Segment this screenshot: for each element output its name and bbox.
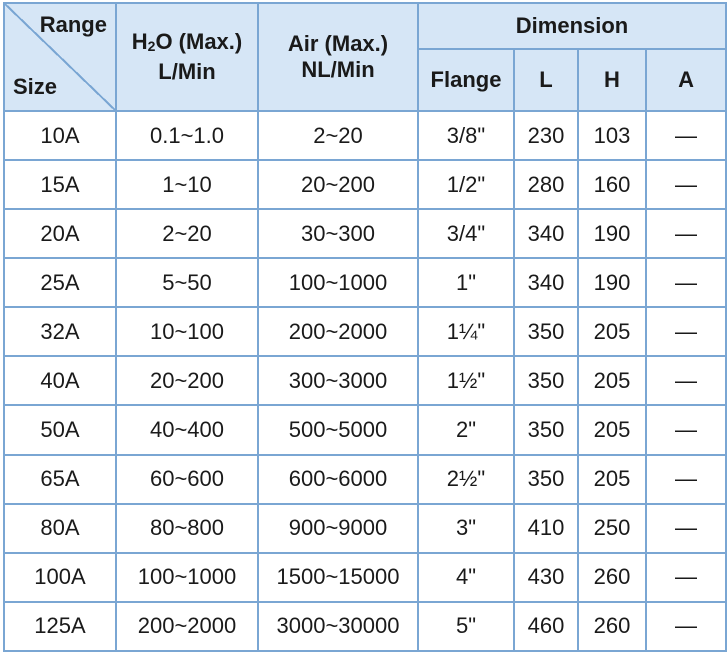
- cell-size: 25A: [4, 258, 116, 307]
- cell-l: 410: [514, 504, 578, 553]
- cell-air: 30~300: [258, 209, 418, 258]
- cell-air: 1500~15000: [258, 553, 418, 602]
- cell-l: 230: [514, 111, 578, 160]
- cell-l: 350: [514, 455, 578, 504]
- table-row: [4, 111, 726, 160]
- cell-air: 500~5000: [258, 405, 418, 454]
- table-row: [4, 209, 726, 258]
- range-size-header-cell: [4, 3, 116, 111]
- cell-l: 350: [514, 405, 578, 454]
- h2o-header-line1: [117, 29, 257, 59]
- cell-l: 340: [514, 258, 578, 307]
- range-label: Range: [39, 12, 107, 37]
- cell-l: 340: [514, 209, 578, 258]
- h2o-prefix: H: [131, 29, 148, 54]
- cell-h: 190: [578, 258, 646, 307]
- cell-flange: 3": [418, 504, 514, 553]
- cell-flange: 1/2": [418, 160, 514, 209]
- cell-flange: 3/4": [418, 209, 514, 258]
- cell-a: —: [646, 504, 726, 553]
- cell-flange: 1¼": [418, 307, 514, 356]
- cell-a: —: [646, 209, 726, 258]
- cell-air: 900~9000: [258, 504, 418, 553]
- cell-h: 190: [578, 209, 646, 258]
- spec-table: [3, 2, 727, 652]
- cell-size: 65A: [4, 455, 116, 504]
- cell-h2o: 5~50: [116, 258, 258, 307]
- cell-h2o: 40~400: [116, 405, 258, 454]
- table-row: [4, 602, 726, 651]
- cell-air: 2~20: [258, 111, 418, 160]
- cell-l: 460: [514, 602, 578, 651]
- cell-h2o: 60~600: [116, 455, 258, 504]
- cell-l: 430: [514, 553, 578, 602]
- cell-h: 205: [578, 307, 646, 356]
- cell-h2o: 0.1~1.0: [116, 111, 258, 160]
- table-header: [4, 3, 726, 111]
- a-header: A: [646, 49, 726, 111]
- cell-air: 20~200: [258, 160, 418, 209]
- cell-h: 160: [578, 160, 646, 209]
- table-row: [4, 307, 726, 356]
- cell-a: —: [646, 455, 726, 504]
- l-header: L: [514, 49, 578, 111]
- cell-l: 350: [514, 307, 578, 356]
- cell-size: 40A: [4, 356, 116, 405]
- cell-size: 20A: [4, 209, 116, 258]
- cell-air: 600~6000: [258, 455, 418, 504]
- cell-h2o: 80~800: [116, 504, 258, 553]
- cell-size: 50A: [4, 405, 116, 454]
- cell-h: 205: [578, 455, 646, 504]
- table-body: [4, 111, 726, 651]
- cell-l: 350: [514, 356, 578, 405]
- cell-air: 300~3000: [258, 356, 418, 405]
- cell-a: —: [646, 602, 726, 651]
- table-row: [4, 504, 726, 553]
- cell-l: 280: [514, 160, 578, 209]
- dimension-header: Dimension: [418, 3, 726, 49]
- size-label: Size: [13, 74, 58, 99]
- cell-air: 200~2000: [258, 307, 418, 356]
- table-row: [4, 258, 726, 307]
- cell-size: 32A: [4, 307, 116, 356]
- cell-a: —: [646, 553, 726, 602]
- cell-h: 205: [578, 356, 646, 405]
- cell-flange: 1": [418, 258, 514, 307]
- cell-h: 205: [578, 405, 646, 454]
- h2o-subscript: 2: [147, 38, 156, 54]
- cell-h2o: 10~100: [116, 307, 258, 356]
- cell-size: 10A: [4, 111, 116, 160]
- cell-flange: 3/8": [418, 111, 514, 160]
- cell-air: 100~1000: [258, 258, 418, 307]
- cell-h2o: 100~1000: [116, 553, 258, 602]
- table-row: [4, 160, 726, 209]
- cell-h: 260: [578, 602, 646, 651]
- cell-a: —: [646, 405, 726, 454]
- cell-flange: 1½": [418, 356, 514, 405]
- flange-header: Flange: [418, 49, 514, 111]
- table-row: [4, 455, 726, 504]
- cell-size: 100A: [4, 553, 116, 602]
- h-header: H: [578, 49, 646, 111]
- cell-size: 80A: [4, 504, 116, 553]
- cell-h: 103: [578, 111, 646, 160]
- table-row: [4, 356, 726, 405]
- h2o-suffix: O (Max.): [155, 29, 243, 54]
- cell-air: 3000~30000: [258, 602, 418, 651]
- air-header-cell: [258, 3, 418, 111]
- cell-a: —: [646, 160, 726, 209]
- cell-flange: 2": [418, 405, 514, 454]
- cell-h2o: 20~200: [116, 356, 258, 405]
- cell-size: 15A: [4, 160, 116, 209]
- table-row: [4, 405, 726, 454]
- cell-a: —: [646, 258, 726, 307]
- cell-a: —: [646, 111, 726, 160]
- table-row: [4, 553, 726, 602]
- cell-h2o: 200~2000: [116, 602, 258, 651]
- cell-h: 260: [578, 553, 646, 602]
- h2o-header-cell: [116, 3, 258, 111]
- cell-flange: 2½": [418, 455, 514, 504]
- cell-h2o: 2~20: [116, 209, 258, 258]
- cell-h: 250: [578, 504, 646, 553]
- h2o-header-line2: L/Min: [158, 59, 216, 84]
- air-header-line2: NL/Min: [301, 57, 375, 82]
- cell-size: 125A: [4, 602, 116, 651]
- air-header-line1: Air (Max.): [287, 31, 389, 56]
- cell-h2o: 1~10: [116, 160, 258, 209]
- cell-a: —: [646, 356, 726, 405]
- cell-flange: 5": [418, 602, 514, 651]
- cell-a: —: [646, 307, 726, 356]
- cell-flange: 4": [418, 553, 514, 602]
